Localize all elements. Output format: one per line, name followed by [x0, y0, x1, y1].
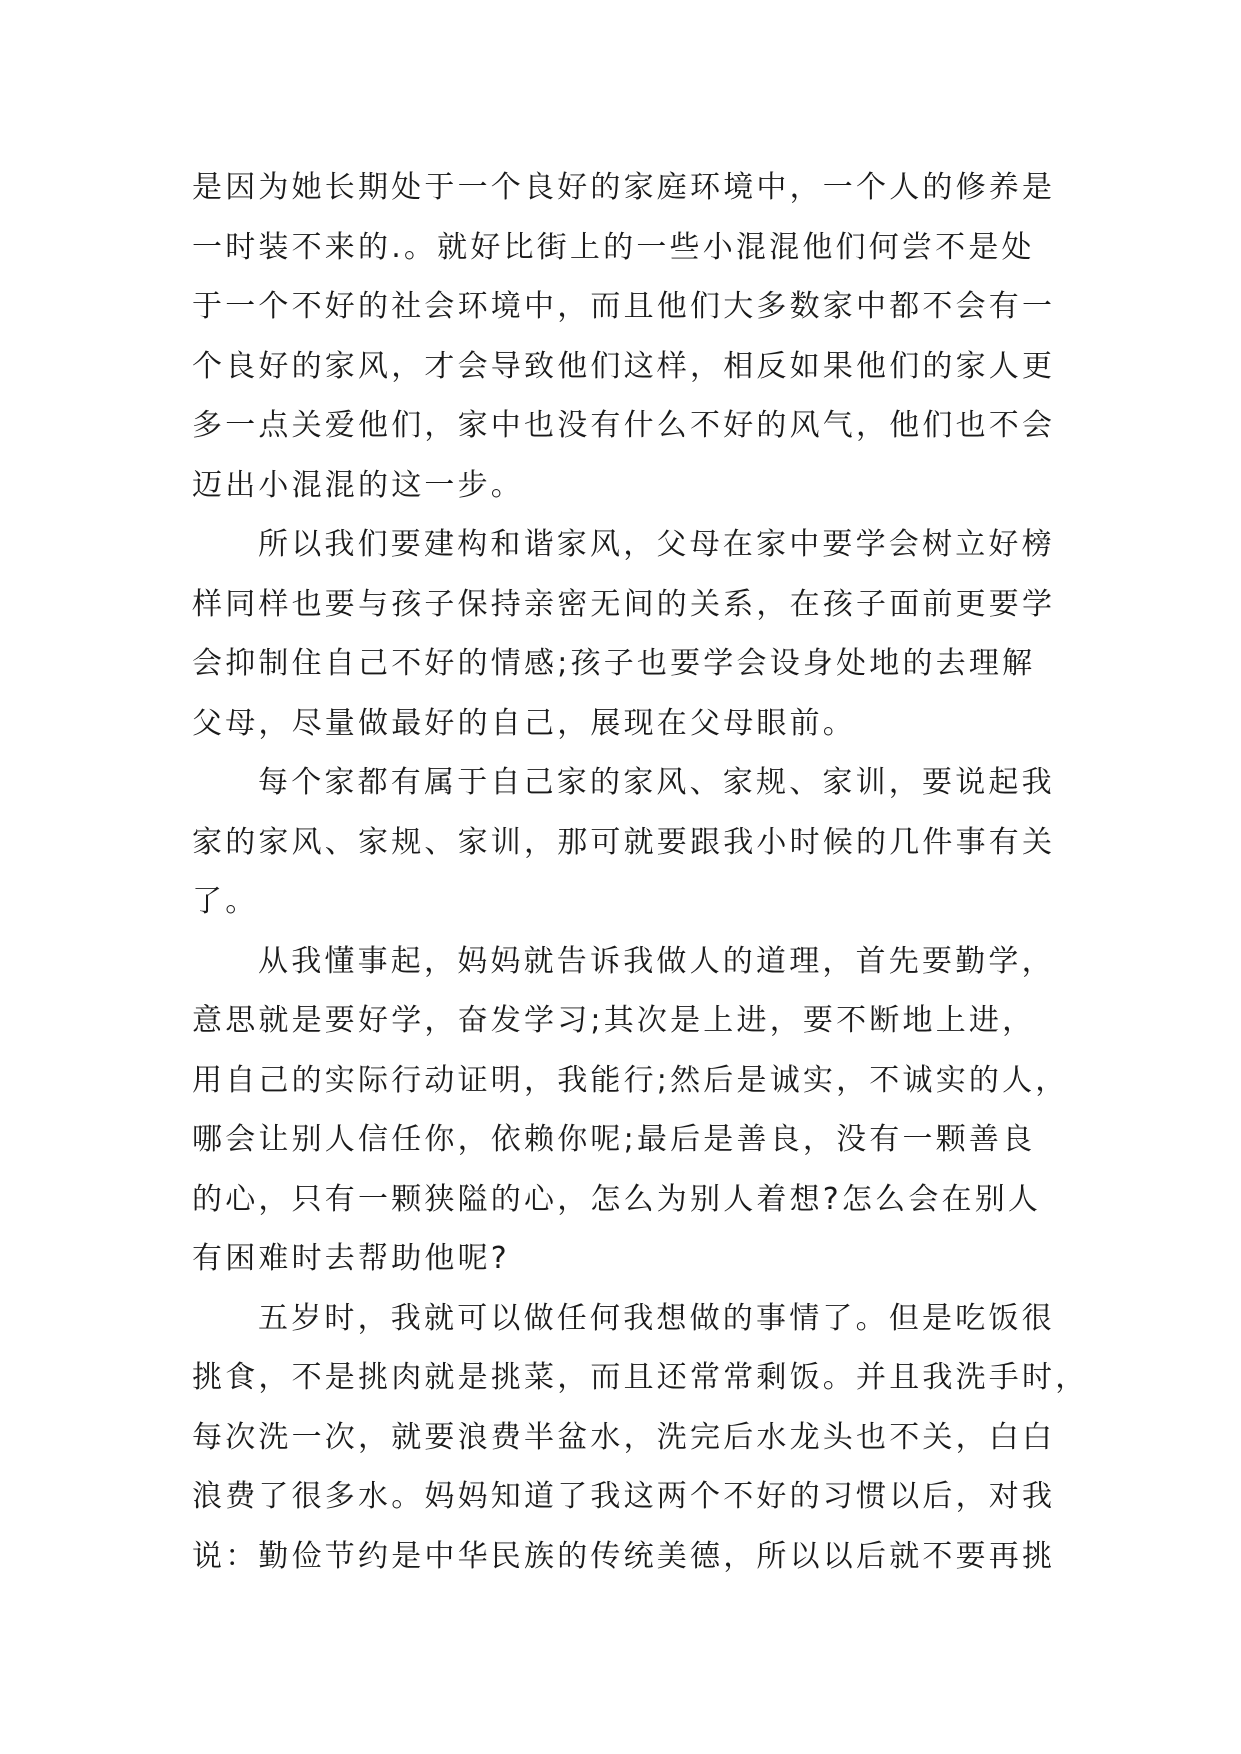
text-line: 的心，只有一颗狭隘的心，怎么为别人着想?怎么会在别人: [192, 1181, 1042, 1217]
text-line: 多一点关爱他们，家中也没有什么不好的风气，他们也不会: [192, 408, 1056, 443]
body-text: [192, 158, 1089, 1586]
text-line: 浪费了很多水。妈妈知道了我这两个不好的习惯以后，对我: [192, 1479, 1056, 1514]
paragraph-first-line: 五岁时，我就可以做任何我想做的事情了。但是吃饭很: [258, 1300, 1055, 1336]
text-line: 于一个不好的社会环境中，而且他们大多数家中都不会有一: [192, 289, 1056, 324]
text-line: 家的家风、家规、家训，那可就要跟我小时候的几件事有关: [192, 824, 1056, 860]
paragraph-first-line: 每个家都有属于自己家的家风、家规、家训，要说起我: [258, 765, 1055, 800]
text-line: 有困难时去帮助他呢?: [192, 1241, 510, 1276]
text-line: 迈出小混混的这一步。: [192, 467, 524, 503]
text-line: 样同样也要与孩子保持亲密无间的关系，在孩子面前更要学: [192, 586, 1056, 622]
text-line: 挑食，不是挑肉就是挑菜，而且还常常剩饭。并且我洗手时，: [192, 1360, 1089, 1395]
text-line: 哪会让别人信任你，依赖你呢;最后是善良，没有一颗善良: [192, 1122, 1036, 1157]
text-line: 父母，尽量做最好的自己，展现在父母眼前。: [192, 705, 856, 741]
text-line: 会抑制住自己不好的情感;孩子也要学会设身处地的去理解: [192, 646, 1036, 681]
paragraph-first-line: 从我懂事起，妈妈就告诉我做人的道理，首先要勤学，: [258, 943, 1055, 979]
text-line: 一时装不来的.。就好比街上的一些小混混他们何尝不是处: [192, 229, 1035, 265]
text-line: 每次洗一次，就要浪费半盆水，洗完后水龙头也不关，白白: [192, 1419, 1056, 1455]
text-line: 意思就是要好学，奋发学习;其次是上进，要不断地上进，: [192, 1003, 1036, 1038]
text-line: 个良好的家风，才会导致他们这样，相反如果他们的家人更: [192, 348, 1056, 384]
text-line: 用自己的实际行动证明，我能行;然后是诚实，不诚实的人，: [192, 1062, 1069, 1098]
paragraph-first-line: 所以我们要建构和谐家风，父母在家中要学会树立好榜: [258, 527, 1055, 562]
text-line: 说：勤俭节约是中华民族的传统美德，所以以后就不要再挑: [192, 1538, 1056, 1574]
text-line: 了。: [192, 884, 259, 919]
text-line: 是因为她长期处于一个良好的家庭环境中，一个人的修养是: [192, 170, 1056, 205]
